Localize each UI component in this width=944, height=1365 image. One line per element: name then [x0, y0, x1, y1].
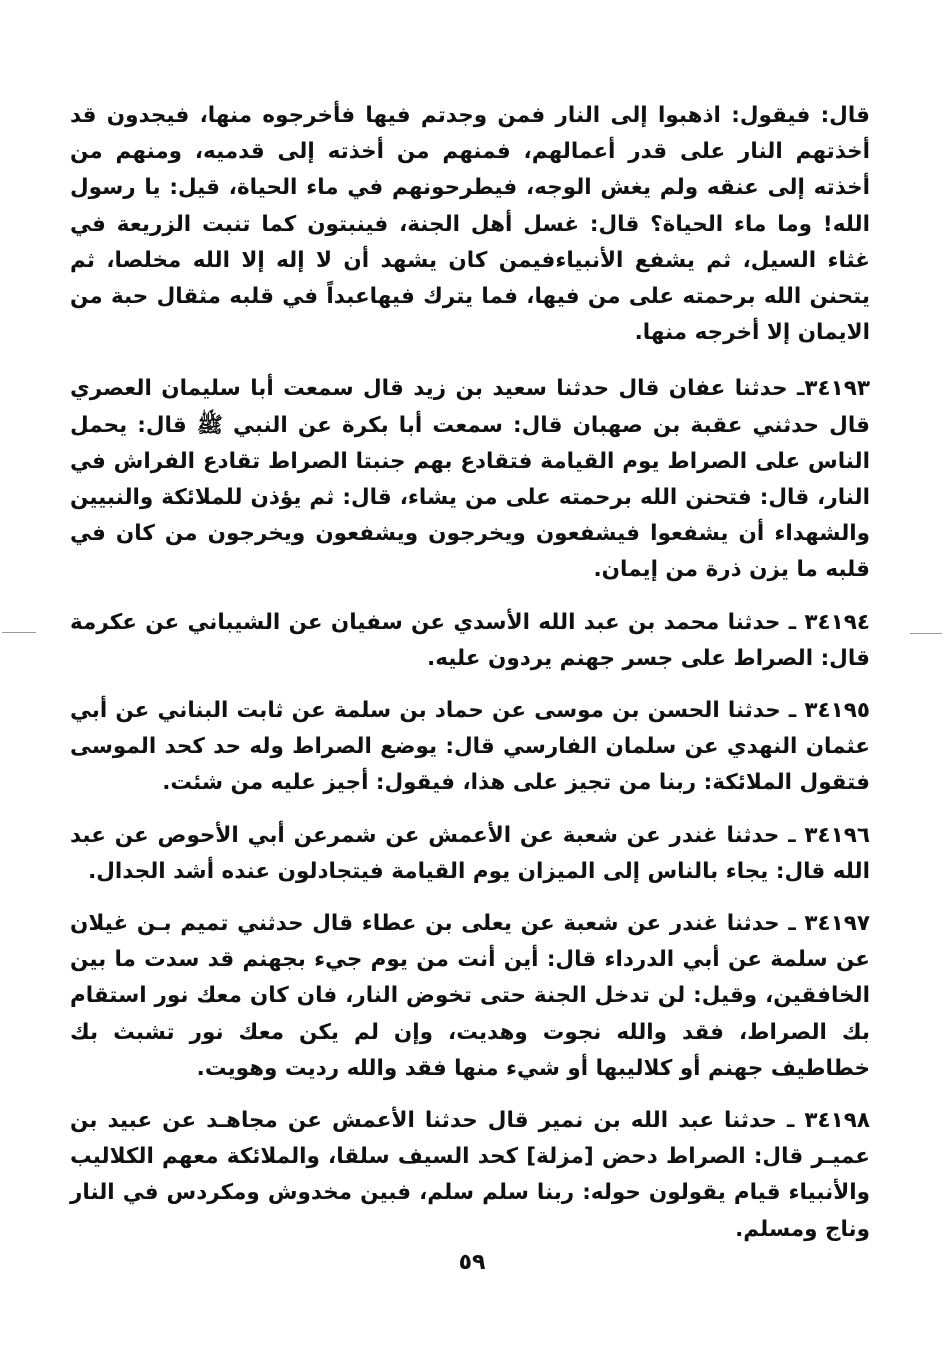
paragraph-continuation [70, 98, 870, 351]
hadith-number: ٣٤١٩٥ ـ [788, 698, 870, 724]
main-text [70, 98, 870, 1264]
hadith-34198 [70, 1103, 870, 1248]
hadith-34193 [70, 371, 870, 588]
hadith-number: ٣٤١٩٧ ـ [788, 911, 870, 937]
hadith-number: ٣٤١٩٤ ـ [788, 609, 870, 635]
hadith-34197 [70, 906, 870, 1087]
scan-mark-left [2, 632, 36, 633]
hadith-number: ٣٤١٩٨ ـ [786, 1108, 870, 1134]
hadith-text: حدثنا غندر عن شعبة عن الأعمش عن شمرعن أبي الأحوص عن عبد الله قال: يجاء بالناس إلى الميزان يوم القيامة فيتجادلون عنده أشد الجدال. [70, 822, 870, 884]
hadith-text: حدثنا محمد بن عبد الله الأسدي عن سفيان عن الشيباني عن عكرمة قال: الصراط على جسر جهنم يردون عليه. [70, 609, 870, 671]
hadith-number: ٣٤١٩٦ ـ [788, 822, 870, 848]
page-number: ٥٩ [458, 1250, 486, 1275]
hadith-number: ٣٤١٩٣ـ [797, 376, 870, 402]
paragraph-text: قال: فيقول: اذهبوا إلى النار فمن وجدتم فيها فأخرجوه منها، فيجدون قد أخذتهم النار على قدر أعمالهم، فمنهم من أخذته إلى قدميه، ومنهم من أخذته إلى عنقه ولم يغش الوجه، فيطرحونهم في ماء الحياة، قيل: يا رسول الله! وما ماء الحياة؟ قال: غسل أهل الجنة، فينبتون كما تنبت الزريعة في غثاء السيل، ثم يشفع الأنبياءفيمن كان يشهد أن لا إله إلا الله مخلصا، ثم يتحنن الله برحمته على من فيها، فما يترك فيهاعبداً في قلبه مثقال حبة من الايمان إلا أخرجه منها. [70, 103, 870, 346]
hadith-34195 [70, 693, 870, 802]
hadith-text: حدثنا عفان قال حدثنا سعيد بن زيد قال سمعت أبا سليمان العصري قال حدثني عقبة بن صهبان قال: سمعت أبا بكرة عن النبي ﷺ قال: يحمل الناس على الصراط يوم القيامة فتقادع بهم جنبتا الصراط تقادع الفراش في النار، قال: فتحنن الله برحمته على من يشاء، قال: ثم يؤذن للملائكة والنبيين والشهداء أن يشفعوا فيشفعون ويخرجون ويشفعون ويخرجون من كان في قلبه ما يزن ذرة من إيمان. [70, 376, 870, 583]
hadith-text: حدثنا الحسن بن موسى عن حماد بن سلمة عن ثابت البناني عن أبي عثمان النهدي عن سلمان الفارسي قال: يوضع الصراط وله حد كحد الموسى فتقول الملائكة: ربنا من تجيز على هذا، فيقول: أجيز عليه من شئت. [70, 698, 870, 796]
hadith-34196 [70, 818, 870, 890]
hadith-text: حدثنا عبد الله بن نمير قال حدثنا الأعمش عن مجاهـد عن عبيد بن عميـر قال: الصراط دحض [مزلة] كحد السيف سلقا، والملائكة معهم الكلاليب والأنبياء قيام يقولون حوله: ربنا سلم سلم، فبين مخدوش ومكردس في النار وناج ومسلم. [70, 1108, 870, 1242]
hadith-text: حدثنا غندر عن شعبة عن يعلى بن عطاء قال حدثني تميم بـن غيلان عن سلمة عن أبي الدرداء قال: أين أنت من يوم جيء بجهنم قد سدت ما بين الخافقين، وقيل: لن تدخل الجنة حتى تخوض النار، فان كان معك نور استقام بك الصراط، فقد والله نجوت وهديت، وإن لم يكن معك نور تشبث بك خطاطيف جهنم أو كلاليبها أو شيء منها فقد والله رديت وهويت. [70, 911, 870, 1081]
scan-mark-right [910, 633, 942, 634]
hadith-34194 [70, 605, 870, 677]
